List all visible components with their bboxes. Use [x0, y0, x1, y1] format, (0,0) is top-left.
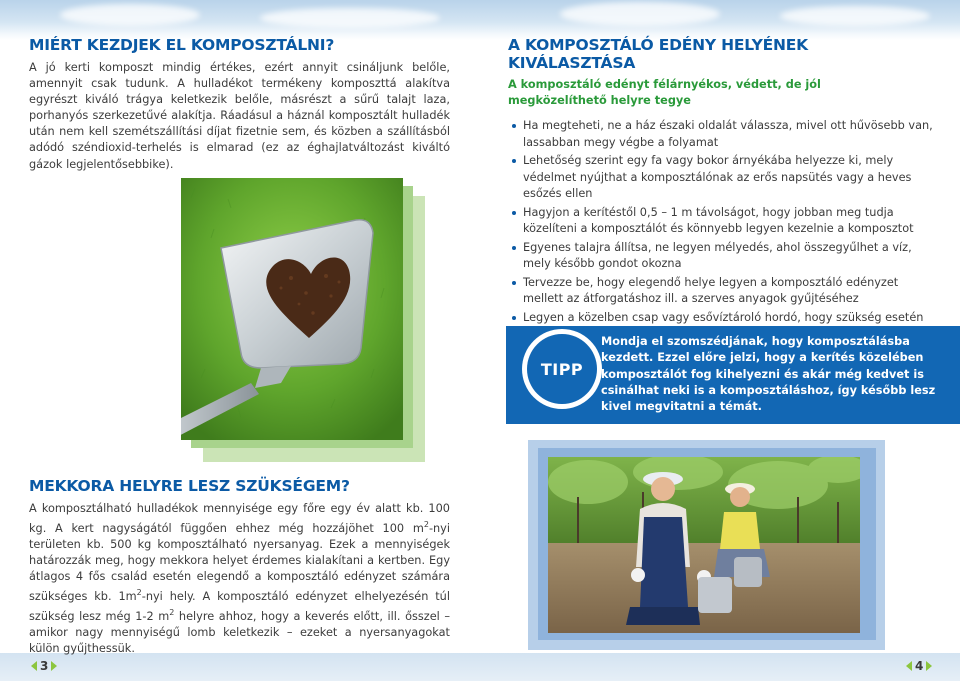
next-arrow-icon[interactable]: [51, 661, 57, 671]
next-arrow-icon[interactable]: [926, 661, 932, 671]
section-heading-placement: A KOMPOSZTÁLÓ EDÉNY HELYÉNEK KIVÁLASZTÁSA: [508, 36, 808, 72]
prev-arrow-icon[interactable]: [31, 661, 37, 671]
section-placement: [508, 36, 938, 345]
prev-arrow-icon[interactable]: [906, 661, 912, 671]
shovel-compost-photo: [181, 178, 403, 440]
section-heading-why: MIÉRT KEZDJEK EL KOMPOSZTÁLNI?: [29, 36, 335, 54]
list-item: Tervezze be, hogy elegendő helye legyen a komposztáló edényzet mellett az átforgatáshoz ill. a szerves anyagok gyűjtéséhez: [508, 275, 938, 308]
bottom-bar: [0, 653, 960, 681]
list-item: Lehetőség szerint egy fa vagy bokor árnyékába helyezze ki, mely védelmet nyújthat a komposztálónak az erős napsütés vagy a heves esőzés ellen: [508, 153, 938, 203]
section-paragraph-space: A komposztálható hulladékok mennyisége egy főre egy év alatt kb. 100 kg. A kert nagyságától függően ehhez még hozzájöhet 100 $m^2$-nyi területen kb. 500 kg komposztálható nyersanyag. Ezek a mennyiségek határozzák meg, hogy mekkora helyet érdemes kialakítani a kertben. Egy átlagos 4 fős család esetén elegendő a komposztáló edényzet számára szükséges kb. $1m^2$-nyi hely. A komposztáló edényzet elhelyezésén túl szükség lesz még 1-2 $m^2$ helyre ahhoz, hogy a keverés előtt, ill. ősszel – amikor nagy mennyiségű lomb keletkezik – ezeket a nyersanyagokat külön gyűjthessük.: [29, 502, 450, 656]
list-item: Legyen a közelben csap vagy esővíztároló hordó, hogy szükség esetén: [508, 310, 938, 343]
section-heading-space: MEKKORA HELYRE LESZ SZÜKSÉGEM?: [29, 477, 350, 495]
page-number-right: 4: [906, 659, 932, 673]
tip-text: Mondja el szomszédjának, hogy komposztálásba kezdett. Ezzel előre jelzi, hogy a kerítés közelében komposztálót fog kihelyezni és akár még kedvet is csinálhat neki is a komposztáláshoz, így később lesz kivel megvitatni a témát.: [601, 335, 936, 414]
section-space-needed: [29, 477, 450, 657]
section-paragraph-why: A jó kerti komposzt mindig értékes, ezért annyit csináljunk belőle, amennyit csak tudunk. A hulladékot termékeny komposzttá alakítva egyrészt kiváló trágya keletkezik belőle, másrészt a sűrű talajt laza, porhanyós szerkezetűvé alakítja. Ráadásul a háznál komposztált hulladék után nem kell szemétszállítási díjat fizetnie sem, és közben a szállításból adódó széndioxid-terhelés is elmarad (ez az éghajlatváltozást kiváltó gázok legjelentősebbike).: [29, 61, 450, 171]
list-item: Hagyjon a kerítéstől 0,5 – 1 m távolságot, hogy jobban meg tudja közelíteni a komposztálót és könnyebb legyen kezelnie a komposztot: [508, 205, 938, 238]
section-why-compost: [29, 36, 450, 173]
tip-badge: TIPP: [522, 329, 602, 409]
page-number-left: 3: [31, 659, 57, 673]
gardeners-photo: [548, 457, 860, 633]
list-item: Ha megteheti, ne a ház északi oldalát válassza, mivel ott hűvösebb van, lassabban megy végbe a folyamat: [508, 118, 938, 151]
placement-bullet-list: [508, 118, 938, 343]
placement-subheading: A komposztáló edényt félárnyékos, védett, de jól megközelíthető helyre tegye: [508, 78, 821, 107]
sky-header-band: [0, 0, 960, 40]
list-item: Egyenes talajra állítsa, ne legyen mélyedés, ahol összegyűlhet a víz, mely később gondot okozna: [508, 240, 938, 273]
